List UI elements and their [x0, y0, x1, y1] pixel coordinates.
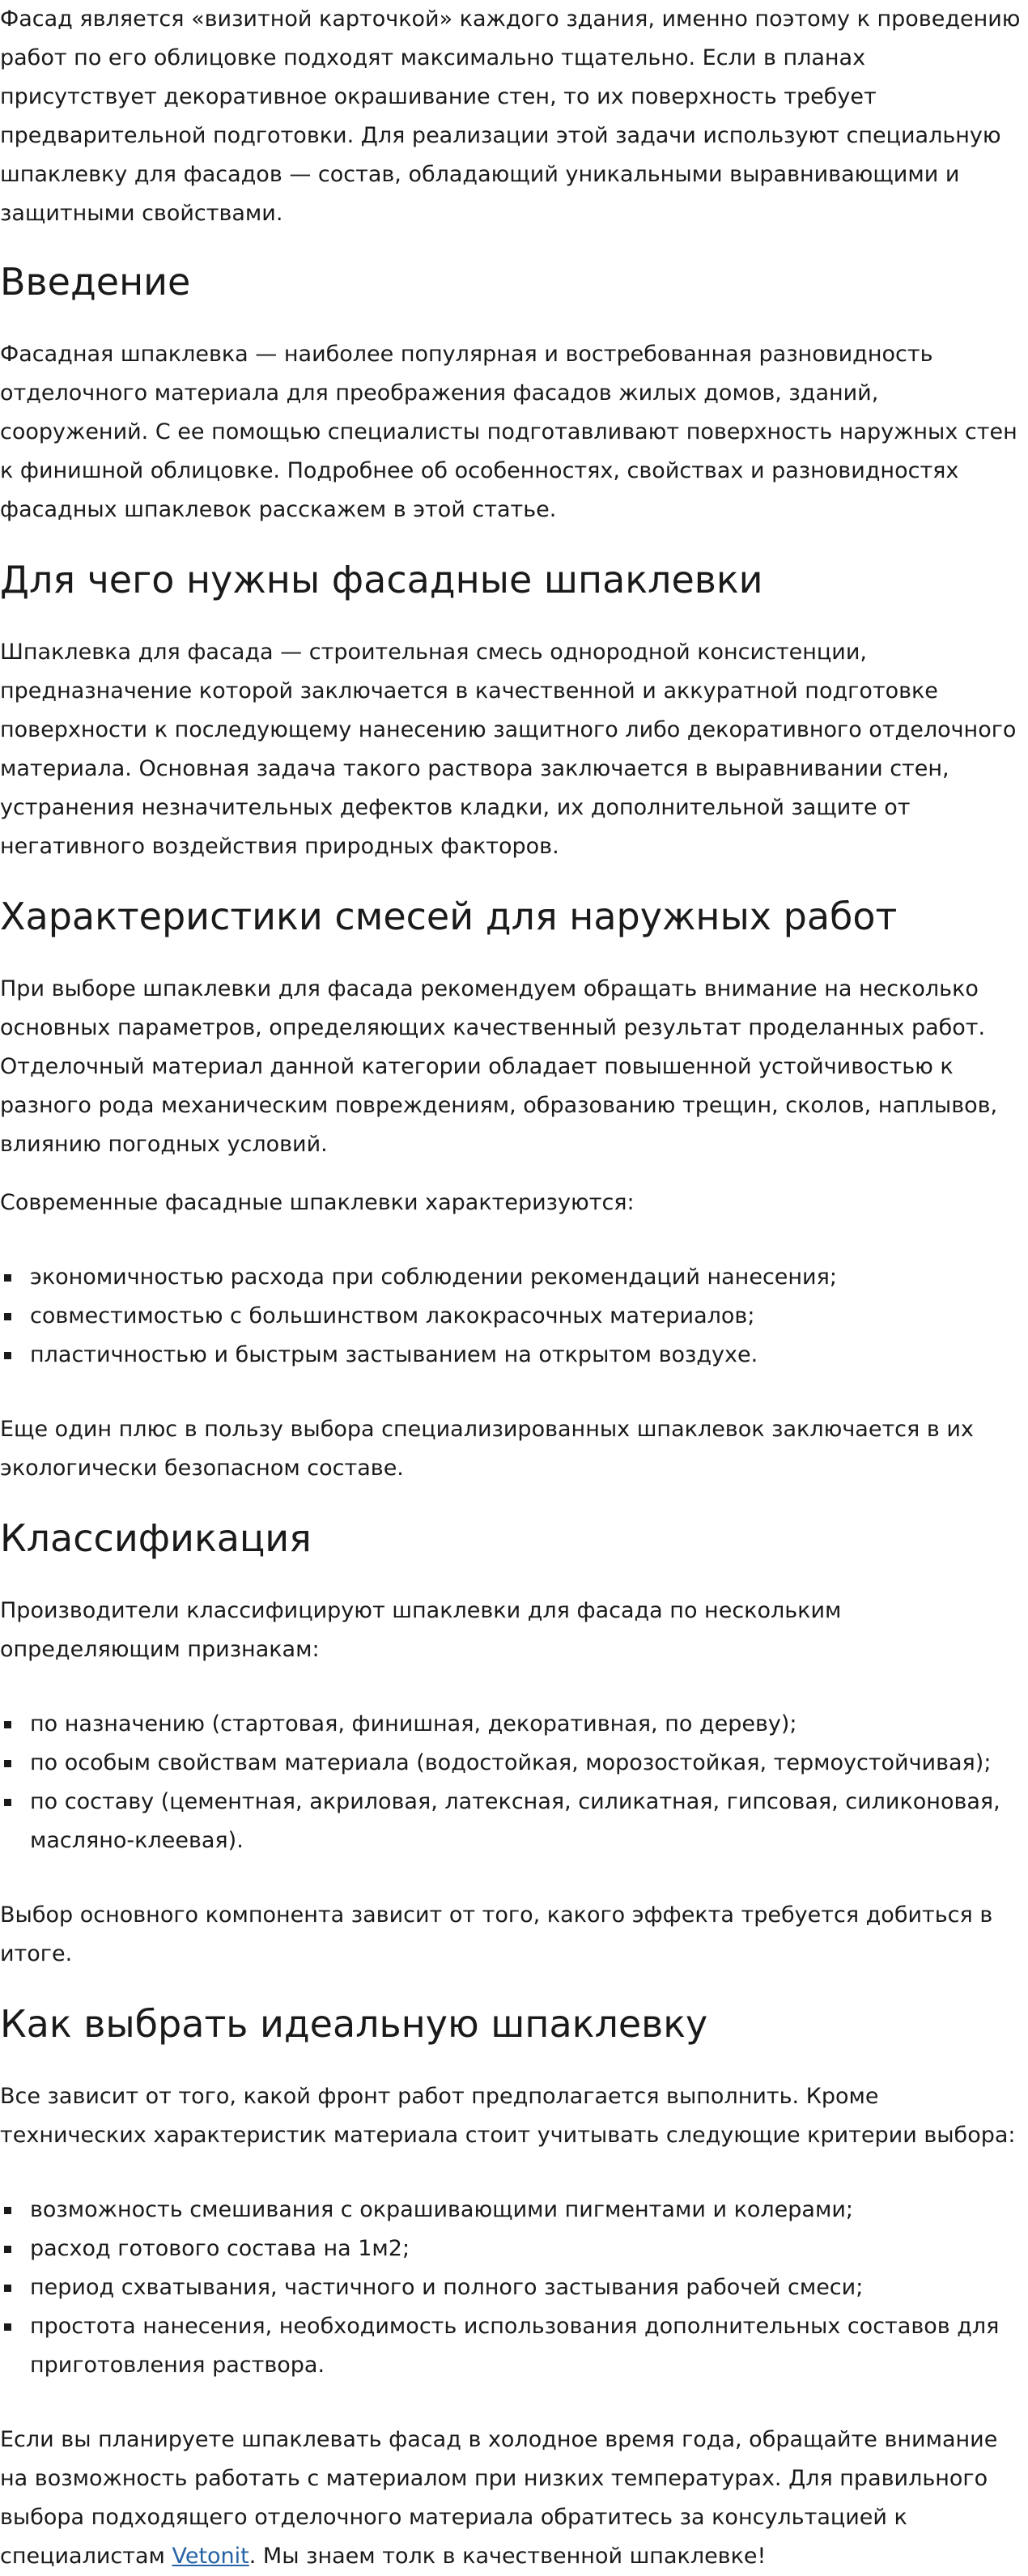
bullet-icon	[4, 2323, 11, 2331]
list-item: совместимостью с большинством лакокрасочных материалов;	[0, 1297, 1028, 1336]
characteristics-list	[0, 1258, 1028, 1375]
heading-choose: Как выбрать идеальную шпаклевку	[0, 2002, 708, 2046]
bullet-icon	[4, 1799, 11, 1806]
bullet-icon	[4, 1760, 11, 1767]
list-item: экономичностью расхода при соблюдении рекомендаций нанесения;	[0, 1258, 1028, 1297]
choose-after: Если вы планируете шпаклевать фасад в холодное время года, обращайте внимание на возможность работать с материалом при низких температурах. Для правильного выбора подходящего отделочного материала обратитесь за консультацией к специалистам Vetonit. Мы знаем толк в качественной шпаклевке!	[0, 2427, 998, 2569]
characteristics-paragraph: При выборе шпаклевки для фасада рекомендуем обращать внимание на несколько основных параметров, определяющих качественный результат проделанных работ. Отделочный материал данной категории обладает повышенной устойчивостью к разного рода механическим повреждениям, образованию трещин, сколов, наплывов, влиянию погодных условий.	[0, 976, 998, 1157]
heading-characteristics: Характеристики смесей для наружных работ	[0, 895, 898, 938]
list-item: расход готового состава на 1м2;	[0, 2230, 1028, 2268]
bullet-icon	[4, 2285, 11, 2292]
bullet-icon	[4, 1274, 11, 1282]
classification-paragraph: Производители классифицируют шпаклевки для фасада по нескольким определяющим признакам:	[0, 1598, 842, 1662]
characteristics-lead: Современные фасадные шпаклевки характеризуются:	[0, 1190, 635, 1215]
classification-after: Выбор основного компонента зависит от того, какого эффекта требуется добиться в итоге.	[0, 1902, 993, 1966]
introduction-paragraph: Фасадная шпаклевка — наиболее популярная и востребованная разновидность отделочного материала для преображения фасадов жилых домов, зданий, сооружений. С ее помощью специалисты подготавливают поверхность наружных стен к финишной облицовке. Подробнее об особенностях, свойствах и разновидностях фасадных шпаклевок расскажем в этой статье.	[0, 342, 1017, 522]
purpose-paragraph: Шпаклевка для фасада — строительная смесь однородной консистенции, предназначение которой заключается в качественной и аккуратной подготовке поверхности к последующему нанесению защитного либо декоративного отделочного материала. Основная задача такого раствора заключается в выравнивании стен, устранения незначительных дефектов кладки, их дополнительной защите от негативного воздействия природных факторов.	[0, 640, 1017, 859]
intro-paragraph: Фасад является «визитной карточкой» каждого здания, именно поэтому к проведению работ по его облицовке подходят максимально тщательно. Если в планах присутствует декоративное окрашивание стен, то их поверхность требует предварительной подготовки. Для реализации этой задачи используют специальную шпаклевку для фасадов — состав, обладающий уникальными выравнивающими и защитными свойствами.	[0, 6, 1021, 226]
bullet-icon	[4, 1313, 11, 1320]
heading-introduction: Введение	[0, 260, 191, 304]
choose-paragraph: Все зависит от того, какой фронт работ предполагается выполнить. Кроме технических характеристик материала стоит учитывать следующие критерии выбора:	[0, 2084, 1016, 2148]
vetonit-link[interactable]: Vetonit	[172, 2544, 249, 2569]
list-item: период схватывания, частичного и полного застывания рабочей смеси;	[0, 2268, 1028, 2307]
heading-classification: Классификация	[0, 1516, 312, 1560]
bullet-icon	[4, 2246, 11, 2253]
classification-list	[0, 1705, 1028, 1860]
list-item: возможность смешивания с окрашивающими пигментами и колерами;	[0, 2191, 1028, 2230]
bullet-icon	[4, 1721, 11, 1728]
bullet-icon	[4, 2207, 11, 2214]
bullet-icon	[4, 1352, 11, 1359]
characteristics-after: Еще один плюс в пользу выбора специализированных шпаклевок заключается в их экологически безопасном составе.	[0, 1417, 974, 1481]
list-item: по составу (цементная, акриловая, латексная, силикатная, гипсовая, силиконовая, масляно-клеевая).	[0, 1783, 1028, 1860]
list-item: пластичностью и быстрым застыванием на открытом воздухе.	[0, 1336, 1028, 1375]
list-item: простота нанесения, необходимость использования дополнительных составов для приготовления раствора.	[0, 2307, 1028, 2385]
list-item: по назначению (стартовая, финишная, декоративная, по дереву);	[0, 1705, 1028, 1744]
heading-purpose: Для чего нужны фасадные шпаклевки	[0, 558, 763, 601]
choose-list	[0, 2191, 1028, 2385]
list-item: по особым свойствам материала (водостойкая, морозостойкая, термоустойчивая);	[0, 1744, 1028, 1783]
